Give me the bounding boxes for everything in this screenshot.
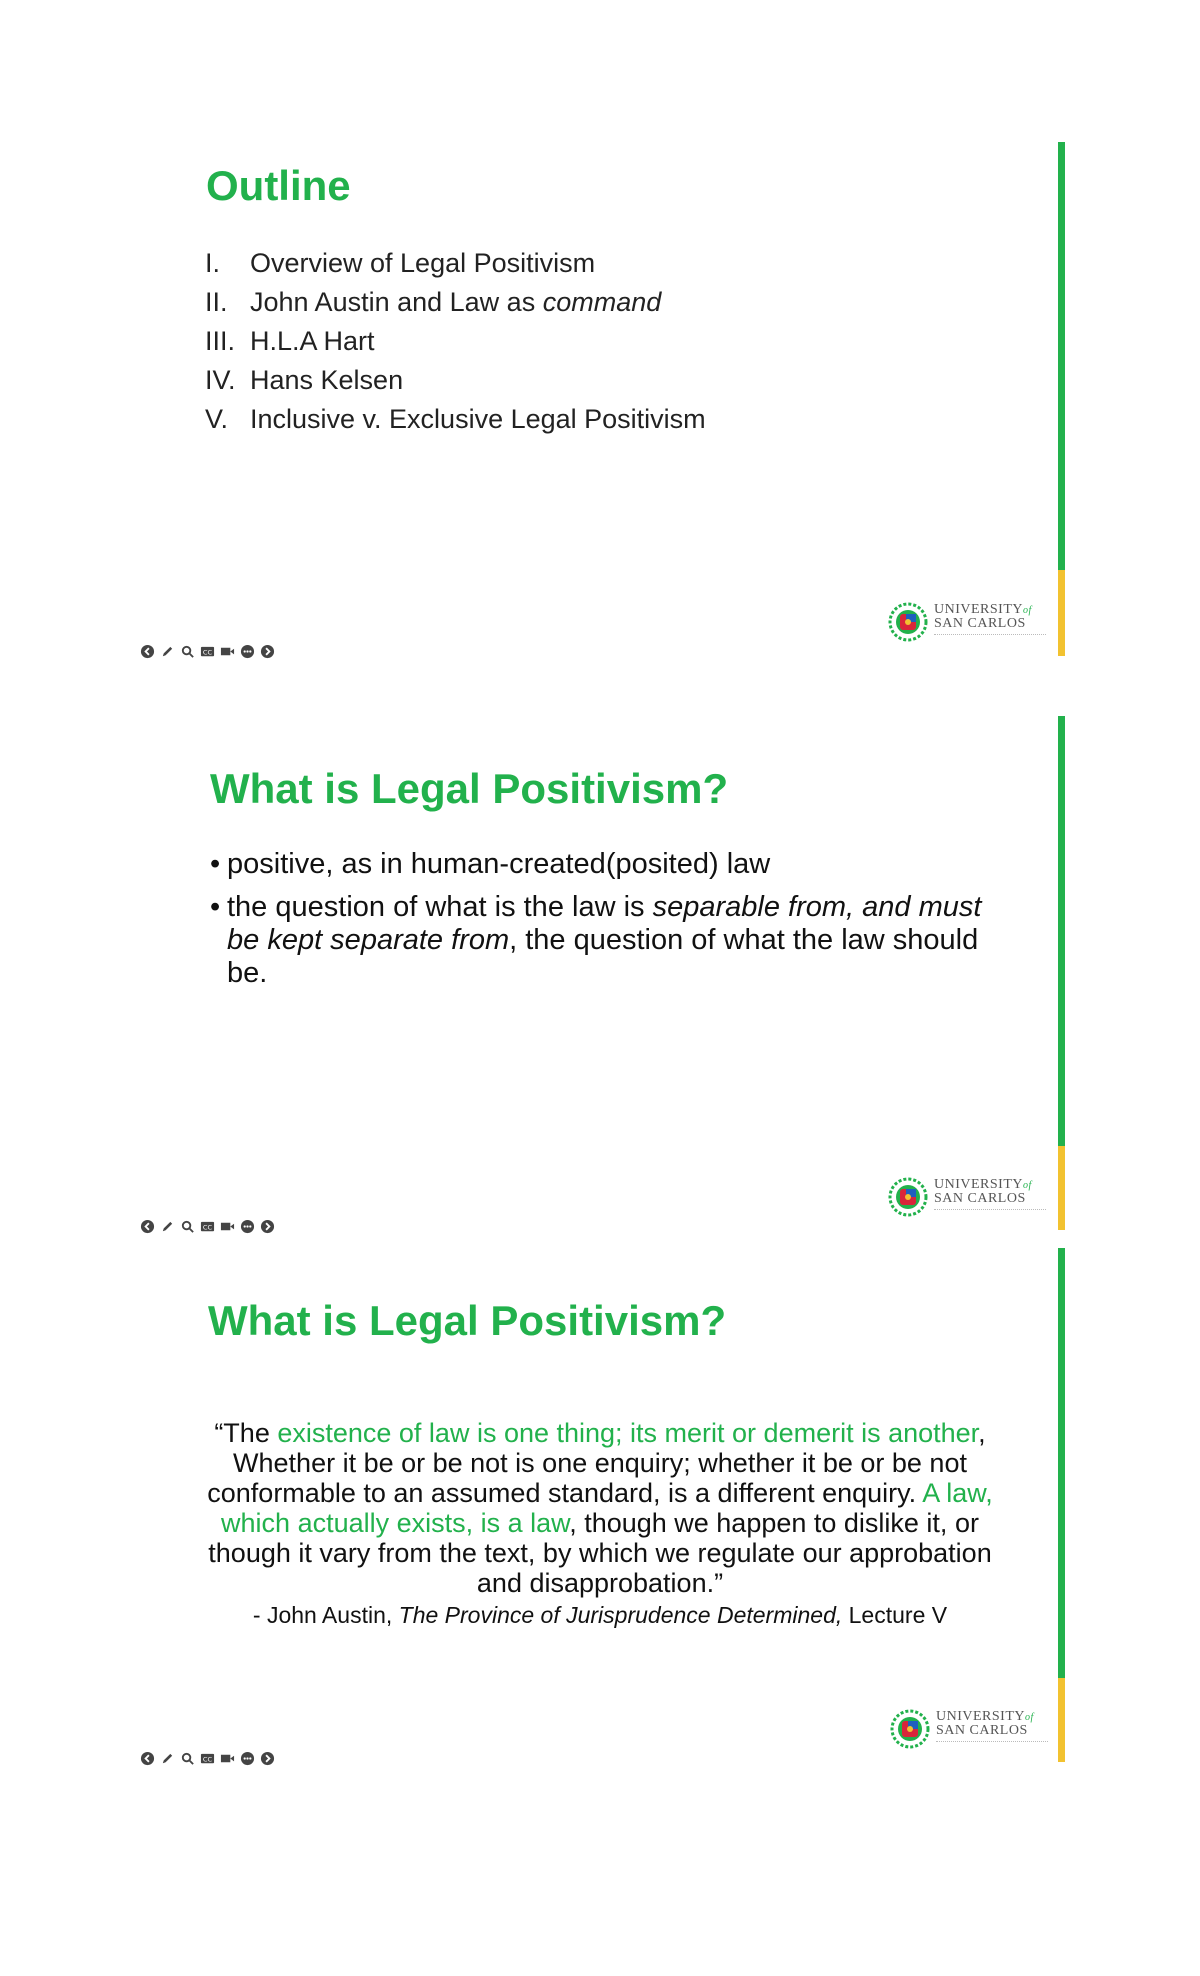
slide-title: Outline	[206, 162, 351, 209]
previous-icon[interactable]	[140, 1751, 155, 1766]
quote-attribution: - John Austin, The Province of Jurisprudence Determined, Lecture V	[252, 1602, 948, 1628]
university-logo: UNIVERSITYof SAN CARLOS	[888, 1175, 1058, 1219]
university-logo: UNIVERSITYof SAN CARLOS	[890, 1707, 1060, 1751]
bullet-item: • the question of what is the law is separable from, and must be kept separate from, the question of what the law should be.	[210, 891, 990, 990]
svg-text:CC: CC	[202, 1222, 213, 1231]
university-logo: UNIVERSITYof SAN CARLOS	[888, 600, 1058, 644]
svg-text:CC: CC	[202, 647, 213, 656]
slide-toolbar	[140, 1750, 275, 1766]
svg-text:CC: CC	[202, 1754, 213, 1763]
outline-item: II. John Austin and Law as command	[205, 287, 662, 317]
outline-item: V. Inclusive v. Exclusive Legal Positivism	[205, 404, 706, 434]
university-seal-icon	[890, 1709, 930, 1749]
outline-item: III. H.L.A Hart	[205, 326, 375, 356]
video-icon[interactable]	[220, 1751, 235, 1766]
outline-item: I. Overview of Legal Positivism	[205, 248, 596, 278]
slide-title: What is Legal Positivism?	[210, 765, 729, 812]
accent-bar-green	[1058, 1248, 1065, 1678]
austin-quote: “The existence of law is one thing; its merit or demerit is another, Whether it be or be not is one enquiry; whether it be or be not conformable to an assumed standard, is a different enquiry. A law, which actually exists, is a law, though we happen to dislike it, or though it vary from the text, by which we regulate our approbation and disapprobation.”	[207, 1418, 993, 1598]
slide-title: What is Legal Positivism?	[208, 1297, 727, 1344]
more-icon[interactable]	[240, 1751, 255, 1766]
pen-icon[interactable]	[160, 1751, 175, 1766]
captions-icon[interactable]	[200, 1751, 215, 1766]
bullet-item: • positive, as in human-created(posited) law	[210, 848, 990, 881]
next-icon[interactable]	[260, 1751, 275, 1766]
outline-item: IV. Hans Kelsen	[205, 365, 404, 395]
search-icon[interactable]	[180, 1751, 195, 1766]
